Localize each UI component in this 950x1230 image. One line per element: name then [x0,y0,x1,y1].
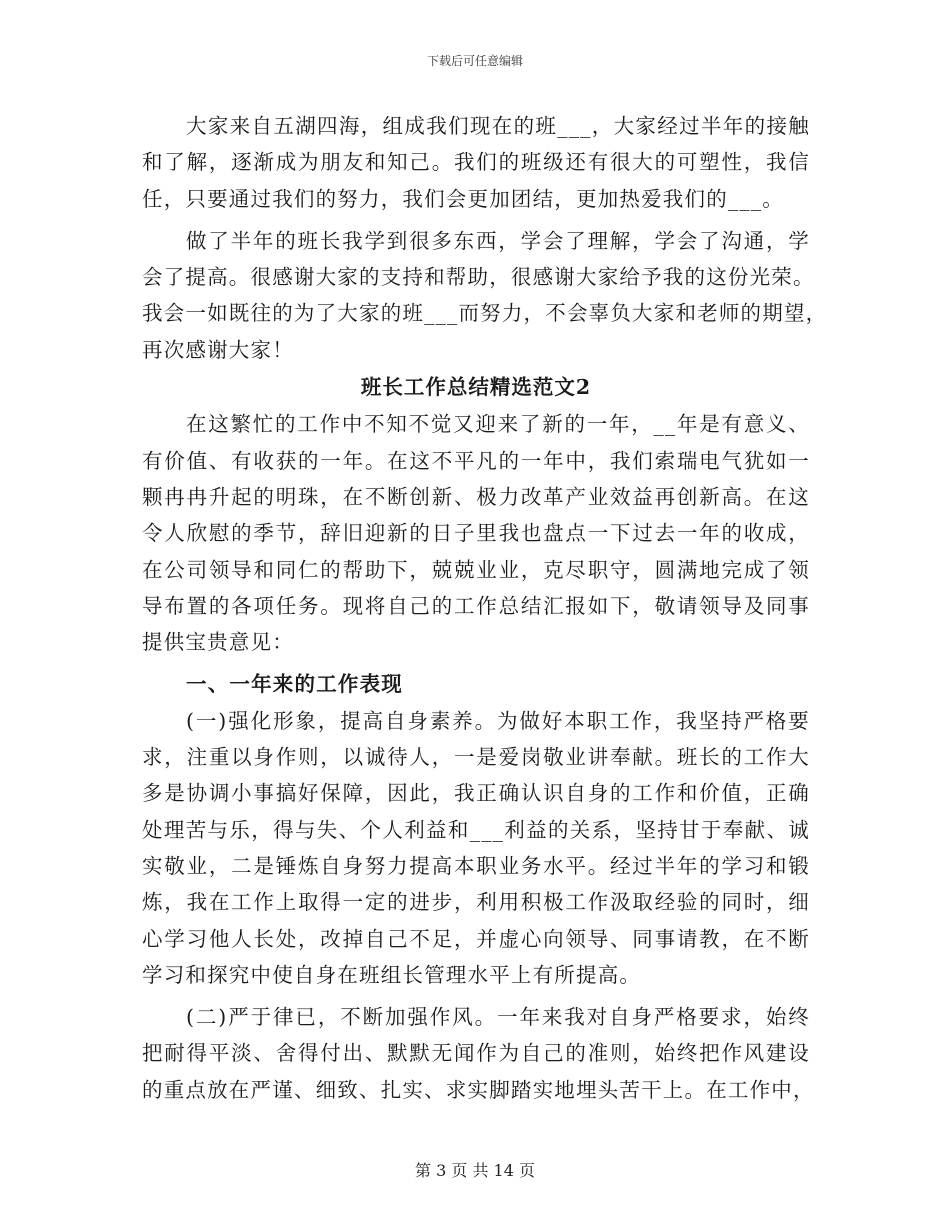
paragraph-new-year [142,406,810,660]
text-line: 我会一如既往的为了大家的班___而努力，不会辜负大家和老师的期望， [142,301,828,326]
text-line: 提供宝贵意见： [142,630,294,655]
text-line: 处理苦与乐，得与失、个人利益和___利益的关系，坚持甘于奉献、诚 [142,817,810,842]
text-line: 实敬业，二是锤炼自身努力提高本职业务水平。经过半年的学习和锻 [142,853,810,878]
download-note: 下载后可任意编辑 [426,54,523,68]
paragraph-image-quality [142,703,810,993]
text-line: (二)严于律已，不断加强作风。一年来我对自身严格要求，始终 [186,1005,810,1030]
text-line: (一)强化形象，提高自身素养。为做好本职工作，我坚持严格要 [186,708,810,733]
document-body [142,108,828,1108]
text-line: 有价值、有收获的一年。在这不平凡的一年中，我们索瑞电气犹如一 [142,448,810,473]
text-line: 大家来自五湖四海，组成我们现在的班___，大家经过半年的接触 [186,114,810,138]
text-line: 炼，我在工作上取得一定的进步，利用积极工作汲取经验的同时，细 [142,890,810,915]
text-line: 求，注重以身作则，以诚待人，一是爱岗敬业讲奉献。班长的工作大 [142,745,810,770]
page-number: 第 3 页 共 14 页 [415,1161,535,1180]
text-line: 多是协调小事搞好保障，因此，我正确认识自身的工作和价值，正确 [142,781,810,806]
text-line: 做了半年的班长我学到很多东西，学会了理解，学会了沟通，学 [186,228,810,253]
text-line: 在公司领导和同仁的帮助下，兢兢业业，克尽职守，圆满地完成了领 [142,557,810,582]
text-line: 和了解，逐渐成为朋友和知己。我们的班级还有很大的可塑性，我信 [142,150,810,175]
paragraph-thanks [142,223,828,368]
text-line: 令人欣慰的季节，辞旧迎新的日子里我也盘点一下过去一年的收成， [142,521,810,546]
text-line: 在这繁忙的工作中不知不觉又迎来了新的一年，__年是有意义、 [186,412,810,437]
text-line: 任，只要通过我们的努力，我们会更加团结，更加热爱我们的___。 [142,186,784,211]
text-line: 会了提高。很感谢大家的支持和帮助，很感谢大家给予我的这份光荣。 [142,265,815,290]
text-line: 颗冉冉升起的明珠，在不断创新、极力改革产业效益再创新高。在这 [142,484,810,509]
paragraph-self-discipline [142,999,815,1108]
text-line: 把耐得平淡、舍得付出、默默无闻作为自己的准则，始终把作风建设 [142,1041,810,1066]
subheading-work-performance: 一、一年来的工作表现 [186,672,403,697]
text-line: 再次感谢大家！ [142,337,294,362]
paragraph-intro [142,108,810,217]
text-line: 的重点放在严谨、细致、扎实、求实脚踏实地埋头苦干上。在工作中， [142,1077,815,1102]
text-line: 心学习他人长处，改掉自己不足，并虚心向领导、同事请教，在不断 [142,926,810,951]
text-line: 导布置的各项任务。现将自己的工作总结汇报如下，敬请领导及同事 [142,593,810,618]
section-title: 班长工作总结精选范文2 [360,375,592,400]
text-line: 学习和探究中使自身在班组长管理水平上有所提高。 [142,962,642,987]
